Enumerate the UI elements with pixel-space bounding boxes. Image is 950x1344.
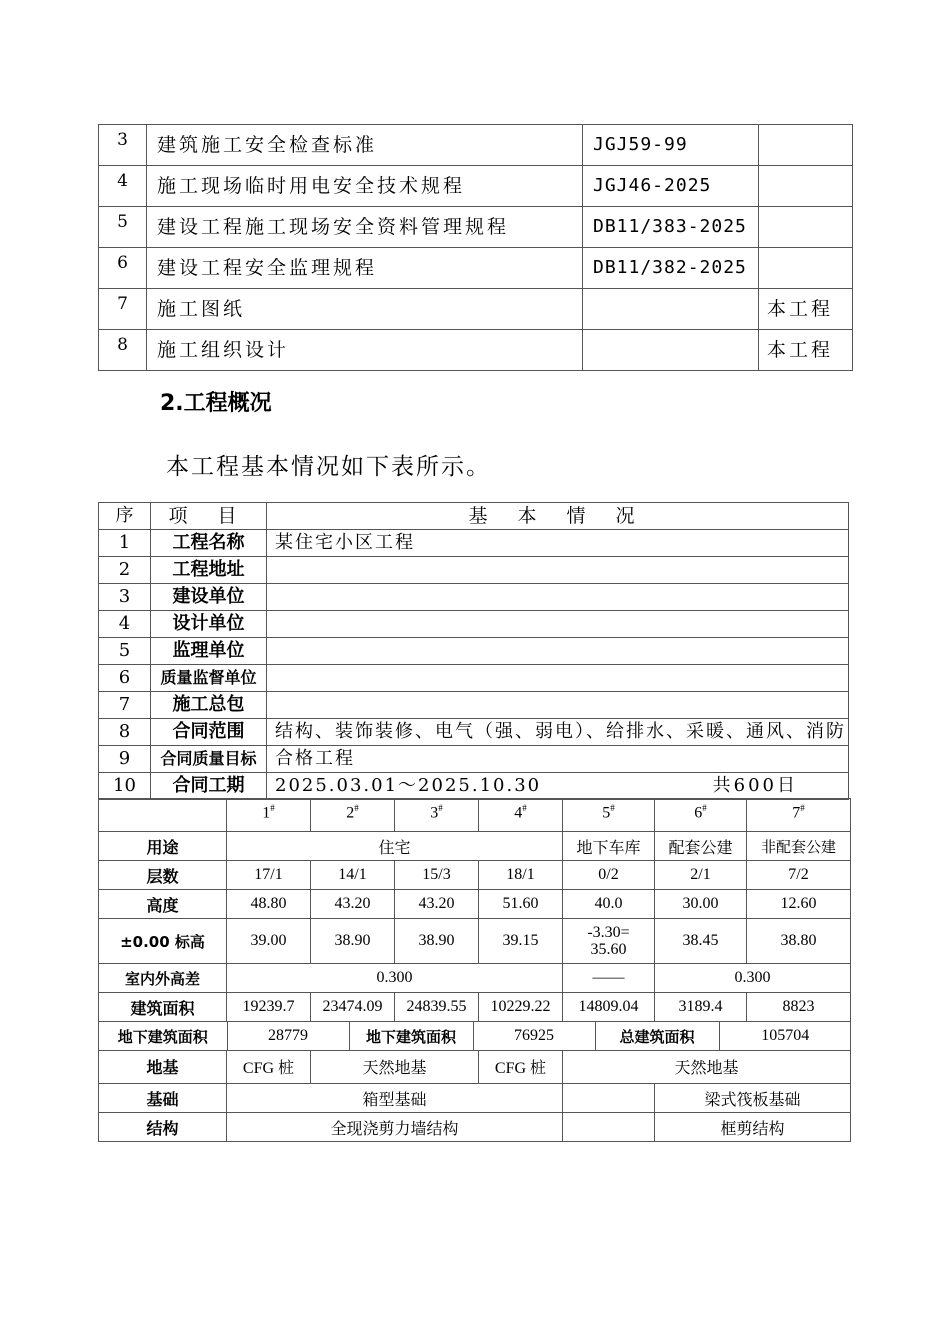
info-value [267, 692, 849, 719]
info-label: 合同工期 [151, 773, 267, 800]
elevation-cell: 38.45 [655, 919, 747, 964]
standard-no: 4 [99, 166, 147, 207]
building-number-row [99, 799, 851, 832]
intro-text: 本工程基本情况如下表所示。 [166, 454, 491, 480]
area-row [99, 993, 851, 1022]
use-label: 用途 [99, 832, 227, 861]
standard-name: 建筑施工安全检查标准 [147, 125, 583, 166]
building-3-header: 3# [395, 799, 479, 832]
height-cell: 43.20 [311, 890, 395, 919]
height-cell: 40.0 [563, 890, 655, 919]
underground-area-value-b: 76925 [473, 1022, 595, 1050]
elevation-cell: -3.30= 35.60 [563, 919, 655, 964]
info-row [99, 530, 849, 557]
floors-cell: 0/2 [563, 861, 655, 890]
info-no: 3 [99, 584, 151, 611]
info-value [267, 746, 849, 773]
foundation-c: 梁式筏板基础 [655, 1084, 851, 1113]
in-out-diff-label: 室内外高差 [99, 964, 227, 993]
info-value-text: 结构、装饰装修、电气（强、弱电）、给排水、采暖、通风、消防 [275, 721, 846, 742]
elevation-cell: 38.80 [747, 919, 851, 964]
info-extra: 共600日 [712, 775, 798, 796]
standard-row [99, 207, 853, 248]
info-label: 工程名称 [151, 530, 267, 557]
standard-remark [759, 248, 853, 289]
floors-cell: 18/1 [479, 861, 563, 890]
standard-no: 8 [99, 330, 147, 371]
building-4-header: 4# [479, 799, 563, 832]
building-6-header: 6# [655, 799, 747, 832]
info-value-text: 2025.03.01～2025.10.30 [275, 775, 542, 796]
standard-code [583, 289, 759, 330]
elevation-label: ±0.00 标高 [99, 919, 227, 964]
standard-remark: 本工程 [759, 289, 853, 330]
info-row [99, 719, 849, 746]
info-row [99, 746, 849, 773]
height-row [99, 890, 851, 919]
structure-row [99, 1113, 851, 1142]
info-no: 2 [99, 557, 151, 584]
floors-cell: 14/1 [311, 861, 395, 890]
standard-no: 6 [99, 248, 147, 289]
info-label: 监理单位 [151, 638, 267, 665]
standard-code: JGJ46-2025 [583, 166, 759, 207]
standard-name: 建设工程施工现场安全资料管理规程 [147, 207, 583, 248]
standard-remark: 本工程 [759, 330, 853, 371]
height-cell: 30.00 [655, 890, 747, 919]
info-value [267, 611, 849, 638]
info-row [99, 692, 849, 719]
area-label: 建筑面积 [99, 993, 227, 1022]
standard-no: 3 [99, 125, 147, 166]
standard-remark [759, 166, 853, 207]
info-no: 5 [99, 638, 151, 665]
info-no: 8 [99, 719, 151, 746]
info-value [267, 719, 849, 746]
foundation-soil-d: 天然地基 [563, 1051, 851, 1084]
info-value [267, 638, 849, 665]
building-table [98, 798, 851, 1142]
info-header-row [99, 503, 849, 530]
elevation-cell: 39.00 [227, 919, 311, 964]
foundation-soil-b: 天然地基 [311, 1051, 479, 1084]
standard-row [99, 248, 853, 289]
elevation-cell: 38.90 [395, 919, 479, 964]
standard-row [99, 166, 853, 207]
standard-name: 施工现场临时用电安全技术规程 [147, 166, 583, 207]
foundation-soil-c: CFG 桩 [479, 1051, 563, 1084]
underground-area-label-a: 地下建筑面积 [99, 1022, 227, 1050]
floors-cell: 2/1 [655, 861, 747, 890]
area-cell: 3189.4 [655, 993, 747, 1022]
elevation-row [99, 919, 851, 964]
in-out-diff-mid: —— [563, 964, 655, 993]
summary-inner-table [99, 1022, 851, 1050]
underground-area-label-b: 地下建筑面积 [349, 1022, 473, 1050]
header-seq: 序 [99, 503, 151, 530]
height-cell: 12.60 [747, 890, 851, 919]
structure-c: 框剪结构 [655, 1113, 851, 1142]
standard-remark [759, 207, 853, 248]
standard-row [99, 330, 853, 371]
summary-row [99, 1022, 851, 1051]
use-non-supporting: 非配套公建 [747, 832, 851, 861]
info-row [99, 638, 849, 665]
use-residential: 住宅 [227, 832, 563, 861]
structure-a: 全现浇剪力墙结构 [227, 1113, 563, 1142]
info-no: 7 [99, 692, 151, 719]
foundation-label: 基础 [99, 1084, 227, 1113]
standard-code [583, 330, 759, 371]
use-supporting: 配套公建 [655, 832, 747, 861]
header-item: 项 目 [151, 503, 267, 530]
info-value [267, 557, 849, 584]
structure-label: 结构 [99, 1113, 227, 1142]
standard-remark [759, 125, 853, 166]
area-cell: 10229.22 [479, 993, 563, 1022]
header-basic: 基 本 情 况 [267, 503, 849, 530]
info-row [99, 584, 849, 611]
foundation-b [563, 1084, 655, 1113]
foundation-soil-label: 地基 [99, 1051, 227, 1084]
info-no: 10 [99, 773, 151, 800]
height-cell: 51.60 [479, 890, 563, 919]
info-value-text: 某住宅小区工程 [275, 532, 415, 553]
info-no: 1 [99, 530, 151, 557]
standard-no: 5 [99, 207, 147, 248]
height-cell: 48.80 [227, 890, 311, 919]
info-value [267, 665, 849, 692]
foundation-soil-a: CFG 桩 [227, 1051, 311, 1084]
standard-row [99, 125, 853, 166]
info-label: 质量监督单位 [151, 665, 267, 692]
in-out-diff-right: 0.300 [655, 964, 851, 993]
standard-code: DB11/383-2025 [583, 207, 759, 248]
area-cell: 8823 [747, 993, 851, 1022]
underground-area-value-a: 28779 [227, 1022, 349, 1050]
floors-row [99, 861, 851, 890]
info-label: 合同范围 [151, 719, 267, 746]
standard-row [99, 289, 853, 330]
info-row [99, 665, 849, 692]
area-cell: 19239.7 [227, 993, 311, 1022]
area-cell: 24839.55 [395, 993, 479, 1022]
total-area-value: 105704 [761, 1027, 810, 1044]
standard-code: DB11/382-2025 [583, 248, 759, 289]
standard-name: 施工图纸 [147, 289, 583, 330]
area-cell: 14809.04 [563, 993, 655, 1022]
info-label: 合同质量目标 [151, 746, 267, 773]
building-5-header: 5# [563, 799, 655, 832]
in-out-diff-row [99, 964, 851, 993]
info-value [267, 773, 849, 800]
height-label: 高度 [99, 890, 227, 919]
foundation-soil-row [99, 1051, 851, 1084]
info-value-text: 合格工程 [275, 748, 355, 769]
standard-name: 施工组织设计 [147, 330, 583, 371]
info-no: 9 [99, 746, 151, 773]
building-1-header: 1# [227, 799, 311, 832]
info-label: 施工总包 [151, 692, 267, 719]
building-2-header: 2# [311, 799, 395, 832]
info-value [267, 584, 849, 611]
floors-cell: 15/3 [395, 861, 479, 890]
use-garage: 地下车库 [563, 832, 655, 861]
building-7-header: 7# [747, 799, 851, 832]
info-value [267, 530, 849, 557]
elevation-cell: 39.15 [479, 919, 563, 964]
total-area-label: 总建筑面积 [595, 1022, 719, 1050]
use-row [99, 832, 851, 861]
info-row [99, 611, 849, 638]
in-out-diff-left: 0.300 [227, 964, 563, 993]
info-row [99, 557, 849, 584]
height-cell: 43.20 [395, 890, 479, 919]
info-label: 建设单位 [151, 584, 267, 611]
floors-cell: 7/2 [747, 861, 851, 890]
project-info-table [98, 502, 849, 800]
info-label: 设计单位 [151, 611, 267, 638]
info-row [99, 773, 849, 800]
standard-no: 7 [99, 289, 147, 330]
foundation-row [99, 1084, 851, 1113]
info-label: 工程地址 [151, 557, 267, 584]
corner-cell [99, 799, 227, 832]
floors-cell: 17/1 [227, 861, 311, 890]
standards-table [98, 124, 853, 371]
foundation-a: 箱型基础 [227, 1084, 563, 1113]
standard-code: JGJ59-99 [583, 125, 759, 166]
area-cell: 23474.09 [311, 993, 395, 1022]
section-heading: 2.工程概况 [160, 391, 272, 416]
elevation-cell: 38.90 [311, 919, 395, 964]
info-no: 6 [99, 665, 151, 692]
structure-b [563, 1113, 655, 1142]
summary-cell [99, 1022, 851, 1051]
info-no: 4 [99, 611, 151, 638]
floors-label: 层数 [99, 861, 227, 890]
standard-name: 建设工程安全监理规程 [147, 248, 583, 289]
